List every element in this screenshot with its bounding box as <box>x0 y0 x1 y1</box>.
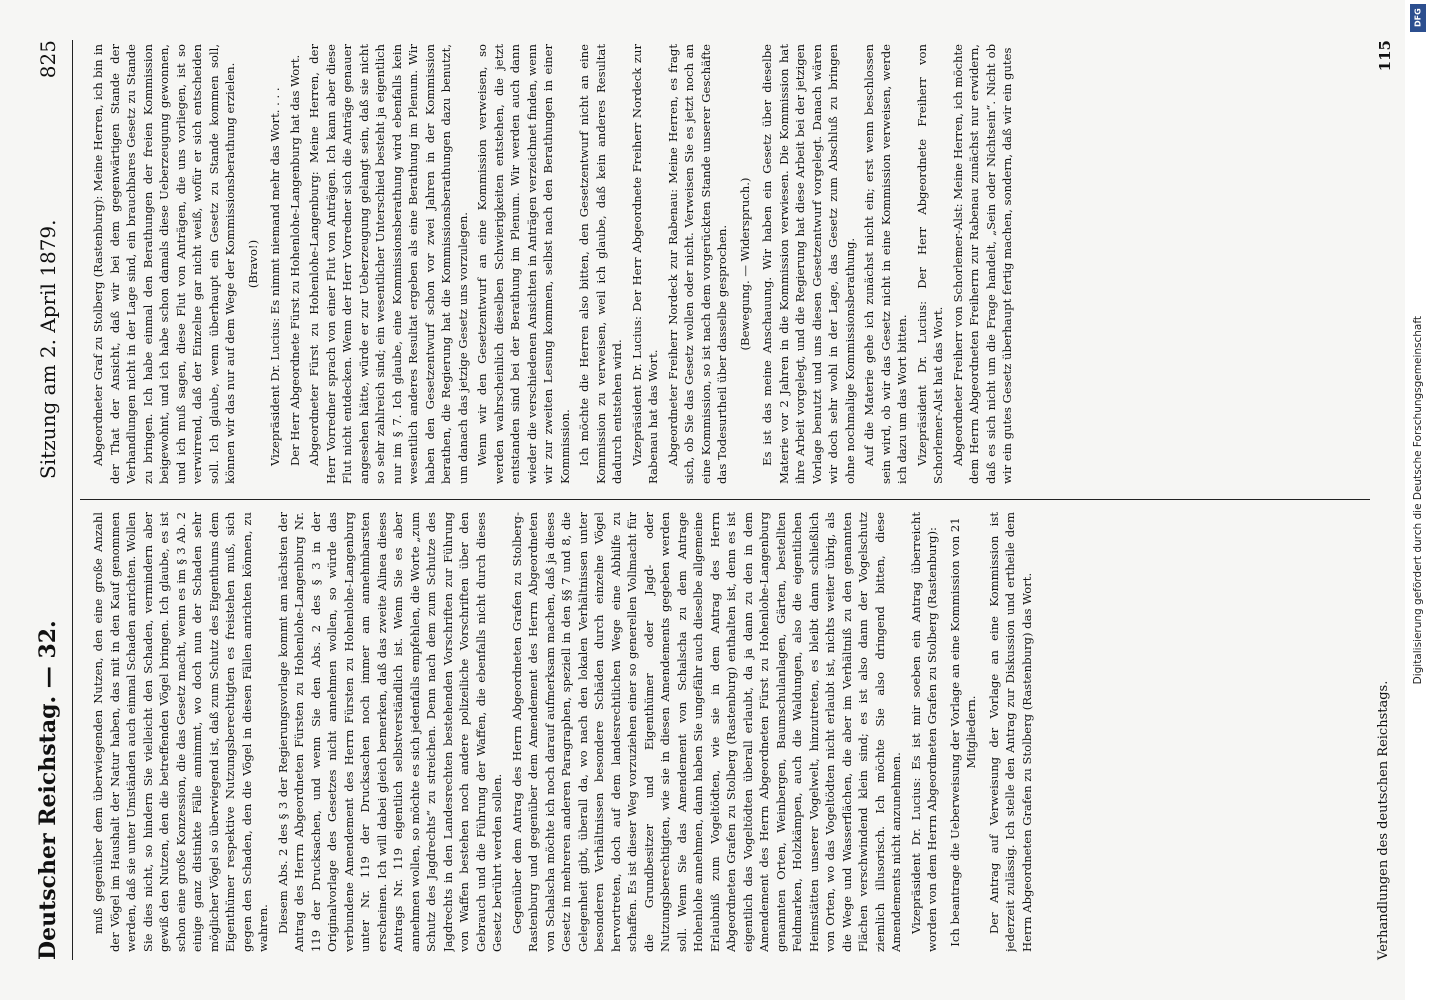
paragraph: Der Herr Abgeordnete Fürst zu Hohenlohe-Langenburg hat das Wort. <box>287 54 302 466</box>
right-column <box>90 44 1370 484</box>
paragraph: Vizepräsident Dr. Lucius: Es ist mir soeben ein Antrag überreicht worden von dem Herrn Abgeordneten Grafen zu Stolberg (Rastenburg): <box>908 512 939 952</box>
credit-text: Digitalisierung gefördert durch die Deutsche Forschungsgemeinschaft <box>1412 315 1424 685</box>
paragraph: Gegenüber dem Antrag des Herrn Abgeordneten Grafen zu Stolberg-Rastenburg und gegenüber dem Amendement des Herrn Abgeordneten von Schalscha möchte ich noch darauf aufmerksam machen, daß ja dieses Gesetz in mehreren anderen Paragraphen, speziell in den §§ 7 und 8, die Gelegenheit gibt, überall da, wo nach den lokalen Verhältnissen unter besonderen Verhältnissen besondere Schäden durch einzelne Vögel hervortreten, doch auf dem landesrechtlichen Wege eine Abhilfe zu schaffen. Es ist dieser Weg vorzuziehen einer so generellen Vollmacht für die Grundbesitzer und Eigenthümer oder Jagd- oder Nutzungsberechtigten, wie sie in diesen Amendements gegeben werden soll. Wenn Sie das Amendement von Schalscha zu dem Antrage Hohenlohe annehmen, dann haben Sie ungefähr auch dieselbe allgemeine Erlaubniß zum Vogeltödten, wie sie in dem Antrag des Herrn Abgeordneten Grafen zu Stolberg (Rastenburg) enthalten ist, denn es ist eigentlich das Vogeltödten überall erlaubt, da ja dann zu den in dem Amendement des Herrn Abgeordneten Fürst zu Hohenlohe-Langenburg genannten Orten, Weinbergen, Baumschulanlagen, Gärten, bestellten Feldmarken, Holzkämpen, auch die Waldungen, also die eigentlichen Heimstätten unserer Vogelwelt, hinzutreten, es bleibt dann schließlich von Orten, wo das Vogeltödten nicht erlaubt ist, nichts weiter übrig, als die Wege und Wasserflächen, die aber im Verhältniß zu den genannten Flächen verschwindend klein sind; es ist also dann der Vogelschutz ziemlich illusorisch. Ich möchte Sie also dringend bitten, diese Amendements nicht anzunehmen. <box>509 512 903 952</box>
paragraph: Abgeordneter Graf zu Stolberg (Rastenburg): Meine Herren, ich bin in der That der Ansicht, daß wir bei dem gegenwärtigen Stande der Verhandlungen nicht in der Lage sind, ein brauchbares Gesetz zu Stande zu bringen. Ich habe einmal den Berathungen der freien Kommission beigewohnt, und ich habe schon damals diese Ueberzeugung gewonnen, und ich muß sagen, diese Flut von Anträgen, die uns vorliegen, ist so verwirrend, daß der Einzelne gar nicht weiß, wofür er sich entscheiden soll. Ich glaube, wenn überhaupt ein Gesetz zu Stande kommen soll, können wir das nur auf dem Wege der Kommissionsberathung erzielen. <box>91 44 237 484</box>
interjection: (Bewegung. — Widerspruch.) <box>737 177 752 351</box>
motion-text: Ich beantrage die Ueberweisung der Vorlage an eine Kommission von 21 Mitgliedern. <box>947 517 978 947</box>
paragraph: Auf die Materie gehe ich zunächst nicht ein; erst wenn beschlossen sein wird, ob wir das Gesetz nicht in eine Kommission verweisen, werde ich dazu um das Wort bitten. <box>862 44 909 484</box>
left-column <box>90 512 1370 952</box>
paragraph: Abgeordneter Fürst zu Hohenlohe-Langenburg: Meine Herren, der Herr Vorredner sprach von einer Flut von Anträgen. Ich kann aber diese Flut nicht entdecken. Wenn der Herr Vorredner sich die Anträge genauer angesehen hätte, würde er zur Ueberzeugung gelangt sein, daß sie nicht so sehr zahlreich sind; ein wesentlicher Unterschied besteht ja eigentlich nur im § 7. Ich glaube, eine Kommissionsberathung wird ebenfalls kein wesentlich anderes Resultat ergeben als eine Berathung im Plenum. Wir haben den Gesetzentwurf schon vor zwei Jahren in der Kommission berathen, die Regierung hat die Kommissionsberathungen dazu benutzt, um danach das jetzige Gesetz uns vorzulegen. <box>307 44 470 484</box>
digitization-credit <box>1408 0 1428 1000</box>
paragraph: Vizepräsident Dr. Lucius: Es nimmt niemand mehr das Wort. . . . <box>268 87 282 466</box>
paragraph: Ich möchte die Herren also bitten, den Gesetzentwurf nicht an eine Kommission zu verweisen, weil ich glaube, daß kein anderes Resultat dadurch entstehen wird. <box>577 44 624 484</box>
paragraph: Wenn wir den Gesetzentwurf an eine Kommission verweisen, so werden wahrscheinlich dieselben Schwierigkeiten entstehen, die jetzt entstanden sind bei der Berathung im Plenum. Wir werden auch dann wieder die verschiedenen Ansichten in Anträgen verzeichnet finden, wenn wir zur zweiten Lesung kommen, selbst nach den Berathungen in einer Kommission. <box>475 44 572 484</box>
paragraph: Abgeordneter Freiherr Nordeck zur Rabenau: Meine Herren, es fragt sich, ob Sie das Gesetz wollen oder nicht. Verweisen Sie es jetzt noch an eine Kommission, so ist nach dem vorgerückten Stande unserer Geschäfte das Todesurtheil über dasselbe gesprochen. <box>665 44 729 484</box>
interjection: (Bravo!) <box>245 239 260 289</box>
signature-number: 115 <box>1376 40 1394 72</box>
paragraph: Vizepräsident Dr. Lucius: Der Herr Abgeordnete Freiherr von Schorlemer-Alst hat das Wort. <box>914 44 945 484</box>
dfg-logo: DFG <box>1410 4 1426 32</box>
page-number: 825 <box>36 40 60 79</box>
page-header <box>28 40 68 960</box>
paragraph: Abgeordneter Freiherr von Schorlemer-Alst: Meine Herren, ich möchte dem Herrn Abgeordneten Freiherrn zur Rabenau zunächst nur erwidern, daß es sich nicht um die Frage handelt, „Sein oder Nichtsein“. Nicht ob wir ein gutes Gesetz überhaupt fertig machen, sondern, daß wir ein gutes <box>950 44 1014 484</box>
paragraph: Der Antrag auf Verweisung der Vorlage an eine Kommission ist jederzeit zulässig. Ich stelle den Antrag zur Diskussion und ertheile dem Herrn Abgeordneten Grafen zu Stolberg (Rastenburg) das Wort. <box>986 512 1034 952</box>
header-left-title: Deutscher Reichstag. — 32. <box>35 620 61 960</box>
paragraph: Vizepräsident Dr. Lucius: Der Herr Abgeordnete Freiherr Nordeck zur Rabenau hat das Wort. <box>629 44 660 484</box>
header-session-date: Sitzung am 2. April 1879. <box>36 219 60 479</box>
page-footer <box>1376 40 1394 960</box>
column-divider <box>80 499 1370 500</box>
paragraph: Es ist das meine Anschauung. Wir haben ein Gesetz über dieselbe Materie vor 2 Jahren in die Kommission verwiesen. Die Kommission hat ihre Arbeit vorgelegt, und die Regierung hat diese Arbeit bei der jetzigen Vorlage benutzt und uns diesen Gesetzentwurf vorgelegt. Danach wären wir doch sehr wohl in der Lage, das Gesetz zum Abschluß zu bringen ohne nochmalige Kommissionsberathung. <box>760 44 857 484</box>
paragraph: muß gegenüber dem überwiegenden Nutzen, den eine große Anzahl der Vögel im Haushalt der Natur haben, das mit in den Kauf genommen werden, daß sie unter Umständen auch einmal Schaden anrichten. Wollen Sie dies nicht, so hindern Sie vielleicht den Schaden, vermindern aber gewiß den Nutzen, den die betreffenden Vögel bringen. Ich glaube, es ist schon eine große Konzession, die das Gesetz macht, wenn es im § 3 Ab. 2 einige ganz distinkte Fälle annimmt, wo doch nun der Schaden sehr möglicher Vögel so überwiegend ist, daß zum Schutz des Eigenthums dem Eigenthümer respektive Nutzungsberechtigten es freistehen muß, sich gegen den Schaden, den die Vögel in diesen Fällen anrichten können, zu wahren. <box>91 512 270 952</box>
header-rule <box>72 40 73 960</box>
paragraph: Diesem Abs. 2 des § 3 der Regierungsvorlage kommt am nächsten der Antrag des Herrn Abgeordneten Fürsten zu Hohenlohe-Langenburg Nr. 119 der Drucksachen, und wenn Sie den Abs. 2 des § 3 in der Originalvorlage des Gesetzes nicht annehmen wollen, so würde das verbundene Amendement des Herrn Fürsten zu Hohenlohe-Langenburg unter Nr. 119 der Drucksachen noch immer am annehmbarsten erscheinen. Ich will dabei gleich bemerken, daß das zweite Alinea dieses Antrags Nr. 119 eigentlich selbstverständlich ist. Wenn Sie es aber annehmen wollen, so möchte es sich jedenfalls empfehlen, die Worte „zum Schutz des Jagdrechts“ zu streichen. Denn nach dem zum Schutze des Jagdrechts in den Landesrechten bestehenden Vorschriften zur Führung von Waffen bestehen noch andere polizeiliche Vorschriften über den Gebrauch und die Führung der Waffen, die ebenfalls nicht durch dieses Gesetz berührt werden sollen. <box>275 512 504 952</box>
footer-note: Verhandlungen des deutschen Reichstags. <box>1376 680 1391 960</box>
